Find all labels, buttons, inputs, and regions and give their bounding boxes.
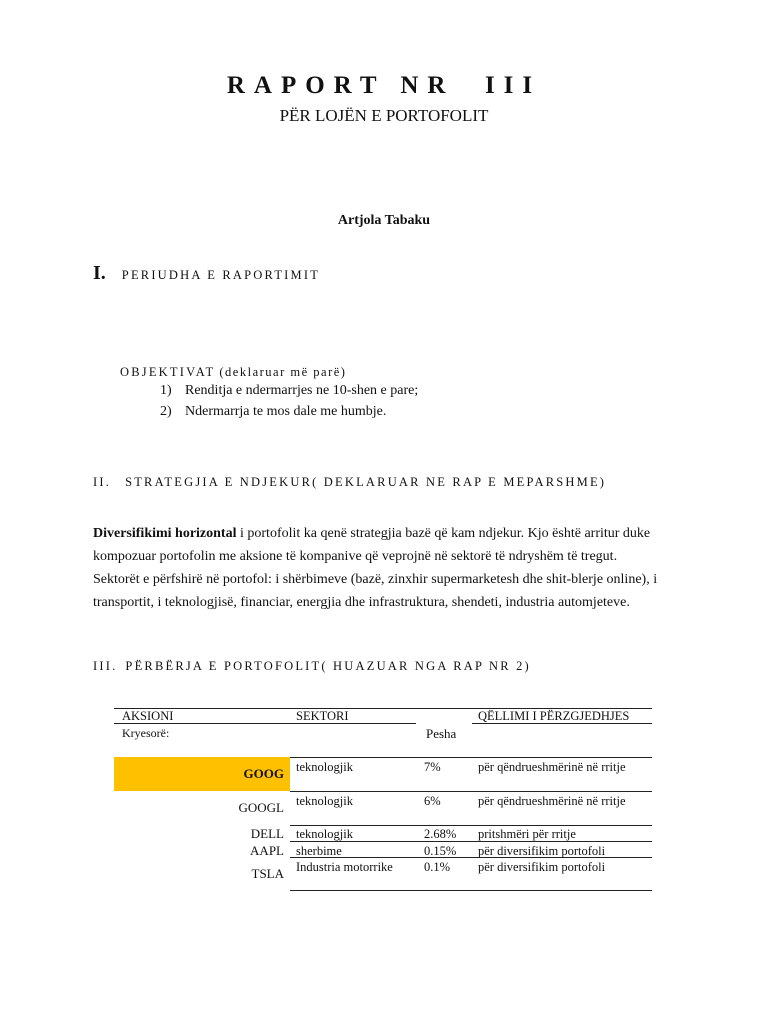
weight-tsla: 0.1% bbox=[424, 860, 451, 874]
table-bottom-rule bbox=[290, 890, 652, 891]
report-title: RAPORT NR III bbox=[226, 72, 542, 99]
purpose-aapl: për diversifikim portofoli bbox=[478, 844, 606, 858]
objectives-heading bbox=[120, 363, 346, 381]
ticker-dell: DELL bbox=[250, 826, 284, 841]
section-3-roman: III. bbox=[93, 659, 118, 673]
weight-goog: 7% bbox=[424, 760, 441, 774]
objective-item-2 bbox=[160, 404, 387, 420]
sector-googl: teknologjik bbox=[296, 794, 353, 808]
weight-googl: 6% bbox=[424, 794, 441, 808]
objective-number-1: 1) bbox=[160, 383, 172, 398]
objective-text-2: Ndermarrja te mos dale me humbje. bbox=[185, 404, 387, 419]
section-2-title: STRATEGJIA E NDJEKUR( DEKLARUAR NE RAP E MEPARSHME) bbox=[125, 475, 607, 489]
purpose-tsla: për diversifikim portofoli bbox=[478, 860, 606, 874]
objective-item-1 bbox=[160, 383, 419, 399]
section-1-heading bbox=[93, 262, 320, 285]
header-sektori: SEKTORI bbox=[296, 709, 349, 723]
purpose-googl: për qëndrueshmërinë në rritje bbox=[478, 794, 626, 808]
sector-tsla: Industria motorrike bbox=[296, 860, 393, 874]
sector-aapl: sherbime bbox=[296, 844, 342, 858]
report-subtitle: PËR LOJËN E PORTOFOLIT bbox=[279, 106, 489, 125]
purpose-goog: për qëndrueshmërinë në rritje bbox=[478, 760, 626, 774]
section-2-roman: II. bbox=[93, 475, 112, 489]
sector-goog: teknologjik bbox=[296, 760, 353, 774]
weight-aapl: 0.15% bbox=[424, 844, 457, 858]
section-1-title: PERIUDHA E RAPORTIMIT bbox=[121, 268, 321, 282]
purpose-dell: pritshmëri për rritje bbox=[478, 827, 576, 841]
header-pesha: Pesha bbox=[426, 726, 457, 741]
objective-text-1: Renditja e ndermarrjes ne 10-shen e pare; bbox=[185, 383, 419, 398]
sector-dell: teknologjik bbox=[296, 827, 353, 841]
paragraph-body: i portofolit ka qenë strategjia bazë që kam ndjekur. Kjo është arritur duke kompozuar portofolin me aksione të kompanive që veprojnë në sektorë të ndryshëm të tregut. Sektorët e përfshirë në portofol: i shërbimeve (bazë, zinxhir supermarketesh dhe shit-blerje online), i transportit, i teknologjisë, financiar, energjia dhe infrastruktura, shendeti, industria automjeteve. bbox=[93, 526, 658, 610]
row-rule-1 bbox=[290, 757, 652, 758]
objectives-note: (deklaruar më parë) bbox=[219, 365, 347, 379]
section-3-heading bbox=[93, 657, 531, 675]
sublabel-kryesore: Kryesorë: bbox=[122, 726, 170, 740]
author-name: Artjola Tabaku bbox=[337, 213, 431, 228]
ticker-aapl: AAPL bbox=[250, 843, 284, 858]
ticker-googl: GOOGL bbox=[238, 800, 284, 815]
ticker-goog: GOOG bbox=[243, 766, 284, 781]
header-aksioni: AKSIONI bbox=[122, 709, 174, 723]
section-2-heading bbox=[93, 473, 606, 491]
section-3-title: PËRBËRJA E PORTOFOLIT( HUAZUAR NGA RAP NR 2) bbox=[125, 659, 531, 673]
paragraph-bold-lead: Diversifikimi horizontal bbox=[93, 526, 237, 541]
row-rule-2 bbox=[290, 791, 652, 792]
objectives-title: OBJEKTIVAT bbox=[120, 365, 216, 379]
ticker-tsla: TSLA bbox=[251, 866, 284, 881]
weight-dell: 2.68% bbox=[424, 827, 457, 841]
objective-number-2: 2) bbox=[160, 404, 172, 419]
strategy-paragraph bbox=[93, 522, 663, 614]
header-qellimi: QËLLIMI I PËRZGJEDHJES bbox=[478, 709, 630, 723]
section-1-roman: I. bbox=[93, 262, 106, 284]
